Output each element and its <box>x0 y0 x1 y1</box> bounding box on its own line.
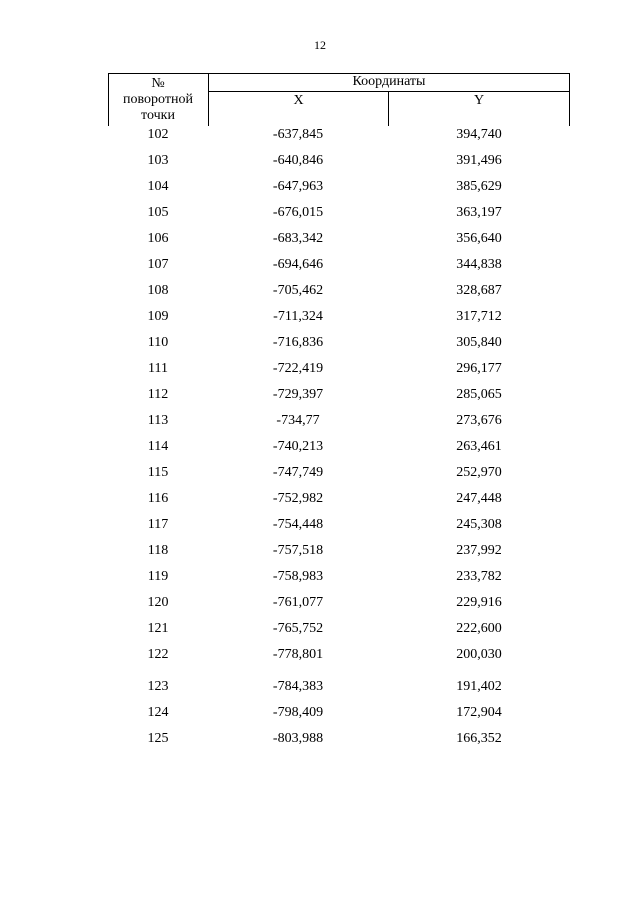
header-point-line2: поворотной <box>123 91 193 107</box>
point-number-cell: 125 <box>147 731 169 746</box>
point-number-cell: 122 <box>147 647 169 662</box>
point-number-cell: 114 <box>147 439 169 454</box>
point-number-cell: 117 <box>147 517 169 532</box>
x-coordinate-cell: -716,836 <box>272 335 324 350</box>
y-coordinate-cell: 200,030 <box>456 647 502 662</box>
header-y: Y <box>473 93 485 108</box>
y-coordinate-cell: 391,496 <box>456 153 502 168</box>
point-number-cell: 124 <box>147 705 169 720</box>
point-number-cell: 102 <box>147 127 169 142</box>
point-number-cell: 116 <box>147 491 169 506</box>
table-row <box>108 202 570 224</box>
x-coordinate-cell: -683,342 <box>272 231 324 246</box>
y-coordinate-cell: 247,448 <box>456 491 502 506</box>
table-row <box>108 540 570 562</box>
point-number-cell: 108 <box>147 283 169 298</box>
y-coordinate-cell: 296,177 <box>456 361 502 376</box>
table-row <box>108 566 570 588</box>
page-number: 12 <box>314 38 326 52</box>
x-coordinate-cell: -694,646 <box>272 257 324 272</box>
y-coordinate-cell: 328,687 <box>456 283 502 298</box>
x-coordinate-cell: -729,397 <box>272 387 324 402</box>
x-coordinate-cell: -798,409 <box>272 705 324 720</box>
x-coordinate-cell: -778,801 <box>272 647 324 662</box>
x-coordinate-cell: -722,419 <box>272 361 324 376</box>
x-coordinate-cell: -711,324 <box>273 309 323 324</box>
point-number-cell: 113 <box>147 413 169 428</box>
y-coordinate-cell: 356,640 <box>456 231 502 246</box>
x-coordinate-cell: -740,213 <box>272 439 324 454</box>
header-coordinates: Координаты <box>352 74 426 89</box>
table-row <box>108 254 570 276</box>
point-number-cell: 106 <box>147 231 169 246</box>
point-number-cell: 123 <box>147 679 169 694</box>
table-row <box>108 592 570 614</box>
header-right-border <box>569 73 570 126</box>
x-coordinate-cell: -705,462 <box>272 283 324 298</box>
table-row <box>108 332 570 354</box>
table-row <box>108 488 570 510</box>
x-coordinate-cell: -758,983 <box>272 569 324 584</box>
point-number-cell: 109 <box>147 309 169 324</box>
table-row <box>108 644 570 666</box>
x-coordinate-cell: -752,982 <box>272 491 324 506</box>
table-row <box>108 462 570 484</box>
header-point-line3: точки <box>141 107 175 123</box>
y-coordinate-cell: 285,065 <box>456 387 502 402</box>
y-coordinate-cell: 263,461 <box>456 439 502 454</box>
table-row <box>108 384 570 406</box>
table-row <box>108 618 570 640</box>
y-coordinate-cell: 222,600 <box>456 621 502 636</box>
x-coordinate-cell: -676,015 <box>272 205 324 220</box>
header-point-number <box>108 73 208 126</box>
y-coordinate-cell: 237,992 <box>456 543 502 558</box>
y-coordinate-cell: 344,838 <box>456 257 502 272</box>
y-coordinate-cell: 191,402 <box>456 679 502 694</box>
y-coordinate-cell: 273,676 <box>456 413 502 428</box>
point-number-cell: 104 <box>147 179 169 194</box>
table-header <box>108 73 570 126</box>
point-number-cell: 119 <box>147 569 169 584</box>
x-coordinate-cell: -757,518 <box>272 543 324 558</box>
y-coordinate-cell: 245,308 <box>456 517 502 532</box>
table-row <box>108 702 570 724</box>
point-number-cell: 107 <box>147 257 169 272</box>
y-coordinate-cell: 172,904 <box>456 705 502 720</box>
x-coordinate-cell: -647,963 <box>272 179 324 194</box>
table-row <box>108 176 570 198</box>
y-coordinate-cell: 229,916 <box>456 595 502 610</box>
table-row <box>108 410 570 432</box>
point-number-cell: 110 <box>147 335 169 350</box>
point-number-cell: 105 <box>147 205 169 220</box>
header-point-line1: № <box>151 75 165 91</box>
table-row <box>108 436 570 458</box>
x-coordinate-cell: -754,448 <box>272 517 324 532</box>
x-coordinate-cell: -765,752 <box>272 621 324 636</box>
y-coordinate-cell: 385,629 <box>456 179 502 194</box>
point-number-cell: 111 <box>148 361 168 376</box>
point-number-cell: 112 <box>147 387 169 402</box>
y-coordinate-cell: 305,840 <box>456 335 502 350</box>
y-coordinate-cell: 363,197 <box>456 205 502 220</box>
table-row <box>108 676 570 698</box>
point-number-cell: 120 <box>147 595 169 610</box>
point-number-cell: 115 <box>147 465 169 480</box>
table-row <box>108 358 570 380</box>
x-coordinate-cell: -640,846 <box>272 153 324 168</box>
table-row <box>108 514 570 536</box>
table-row <box>108 306 570 328</box>
y-coordinate-cell: 233,782 <box>456 569 502 584</box>
table-row <box>108 280 570 302</box>
point-number-cell: 103 <box>147 153 169 168</box>
x-coordinate-cell: -734,77 <box>276 413 320 428</box>
y-coordinate-cell: 394,740 <box>456 127 502 142</box>
point-number-cell: 121 <box>147 621 169 636</box>
y-coordinate-cell: 317,712 <box>456 309 502 324</box>
y-coordinate-cell: 252,970 <box>456 465 502 480</box>
x-coordinate-cell: -784,383 <box>272 679 324 694</box>
x-coordinate-cell: -761,077 <box>272 595 324 610</box>
header-x: X <box>293 93 304 108</box>
y-coordinate-cell: 166,352 <box>456 731 502 746</box>
x-coordinate-cell: -803,988 <box>272 731 324 746</box>
point-number-cell: 118 <box>147 543 169 558</box>
table-row <box>108 228 570 250</box>
table-row <box>108 124 570 146</box>
table-row <box>108 150 570 172</box>
x-coordinate-cell: -637,845 <box>272 127 324 142</box>
table-row <box>108 728 570 750</box>
x-coordinate-cell: -747,749 <box>272 465 324 480</box>
